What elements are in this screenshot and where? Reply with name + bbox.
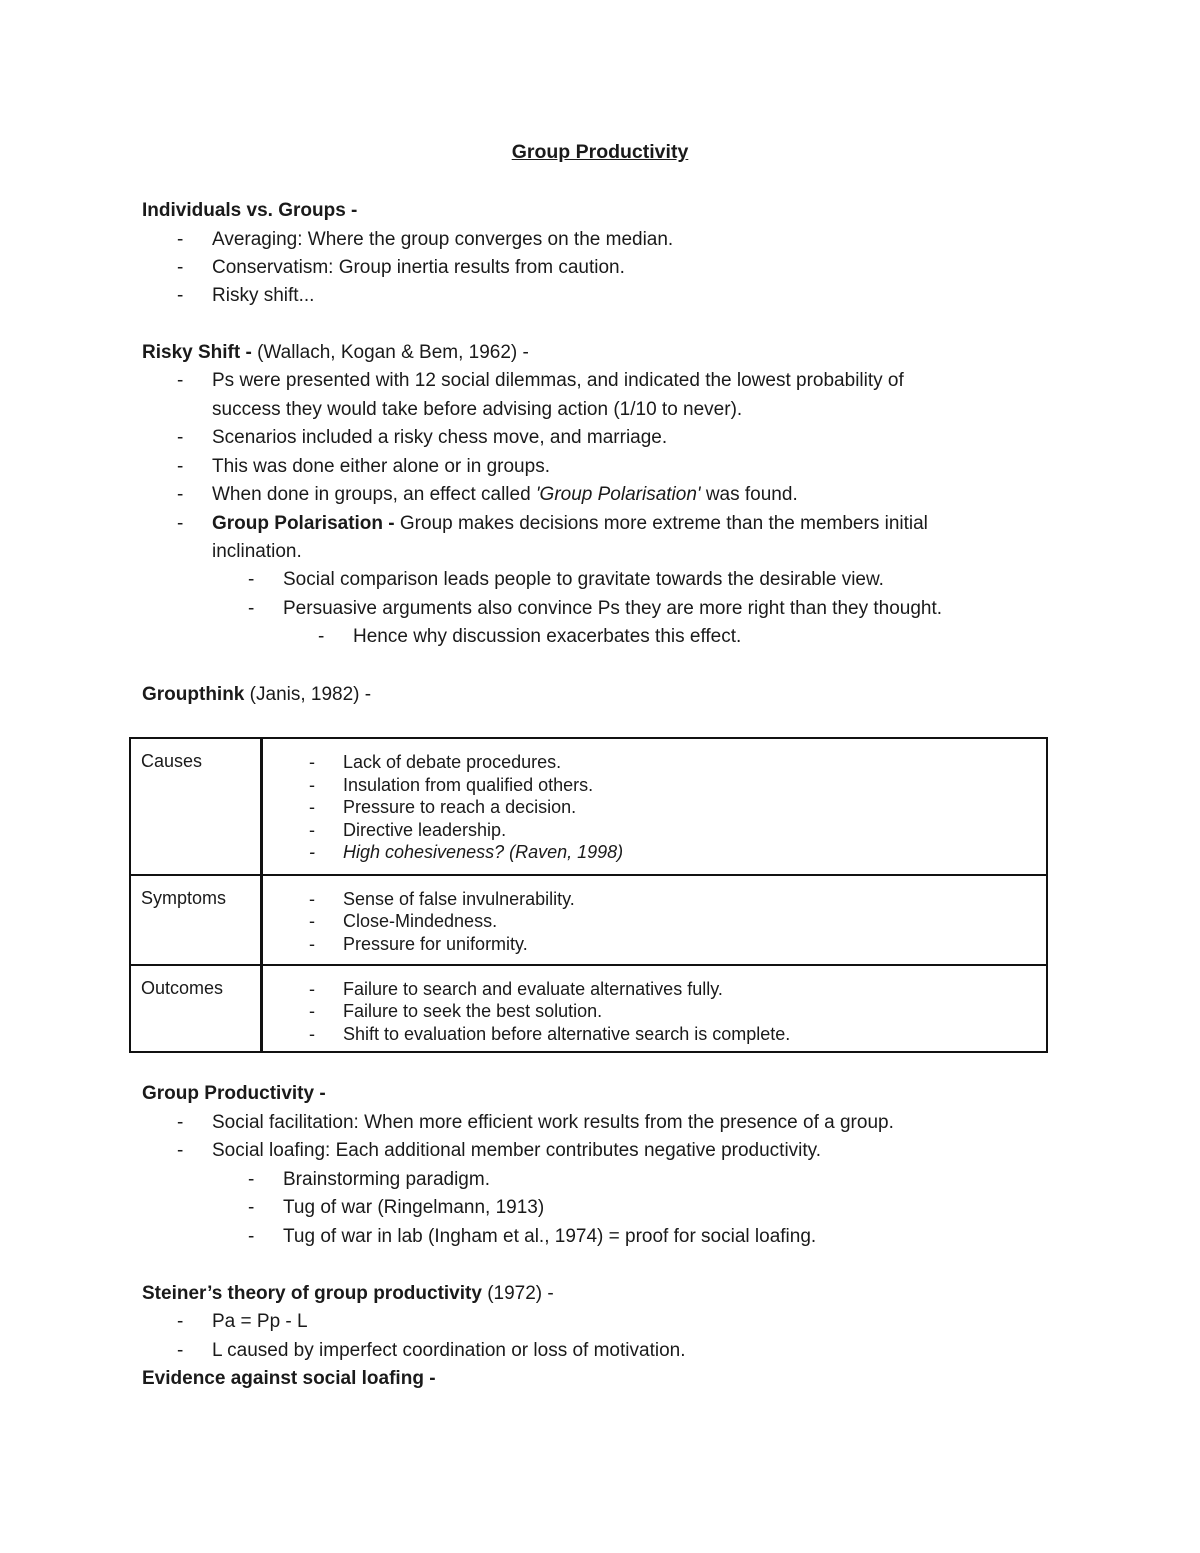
row-label: Symptoms (141, 888, 227, 908)
page-title: Group Productivity (511, 141, 689, 163)
row-label: Outcomes (141, 978, 224, 998)
table-row-outcomes: Outcomes - Failure to search and evaluate alternatives fully. - Failure to seek the best solution. - Shift to evaluation before alternative search is complete. (131, 964, 1046, 1051)
row-label: Causes (141, 751, 203, 771)
heading-steiner-theory: Steiner’s theory of group productivity (1972) - (142, 1283, 554, 1304)
heading-evidence-against-social-loafing: Evidence against social loafing - (142, 1368, 436, 1389)
heading-risky-shift: Risky Shift - (Wallach, Kogan & Bem, 1962) - (142, 342, 529, 363)
document-page: Group Productivity Individuals vs. Groups - - Averaging: Where the group converges on the median. - Conservatism: Group inertia results from caution. - Risky shift... Risky Shift - (Wallach, Kogan & Bem, 1962) - - Ps were presented with 12 social dilemmas, and indicated the lowest probability of success they would take before advising action (1/10 to never). - Scenarios included a risky chess move, and marriage. - This was done either alone or in groups. - When done in groups, an effect called 'Group Polarisation' was found. - Group Polarisation - Group makes decisions more extreme than the members initial inclination. - Social comparison leads people to gravitate towards the desirable view. - Persuasive arguments also convince Ps they are more right than they thought. - Hence why discussion exacerbates this effect. Groupthink (Janis, 1982) - Causes - Lack of debate procedures. - Insulation from qualified others. - Pressure to reach a decision. - Directive leadership. - High cohesiveness? (Raven, 1998) Symptoms - Sense of false invulnerability. - Close-Mindedness. - Pressure for uniformity. Outcomes - Failure to search and evaluate alternatives fully. - Failure to seek the best solution. - Shift to evaluation before alternative search is complete. Group Productivity - - Social facilitation: When more efficient work results from the presence of a group. - Social loafing: Each additional member contributes negative productivity. - Brainstorming paradigm. - Tug of war (Ringelmann, 1913) - Tug of war in lab (Ingham et al., 1974) = proof for social loafing. Steiner’s theory of group productivity (1972) - - Pa = Pp - L - L caused by imperfect coordination or loss of motivation. Evidence against social loafing - (0, 0, 1200, 1553)
heading-groupthink: Groupthink (Janis, 1982) - (142, 684, 372, 705)
heading-group-productivity: Group Productivity - (142, 1083, 326, 1104)
heading-individuals-vs-groups: Individuals vs. Groups - (142, 200, 358, 221)
table-row-causes: Causes - Lack of debate procedures. - Insulation from qualified others. - Pressure to reach a decision. - Directive leadership. - High cohesiveness? (Raven, 1998) (141, 751, 624, 862)
table-row-symptoms: Symptoms - Sense of false invulnerability. - Close-Mindedness. - Pressure for uniformity. (131, 874, 1046, 964)
groupthink-table (129, 737, 1048, 1053)
